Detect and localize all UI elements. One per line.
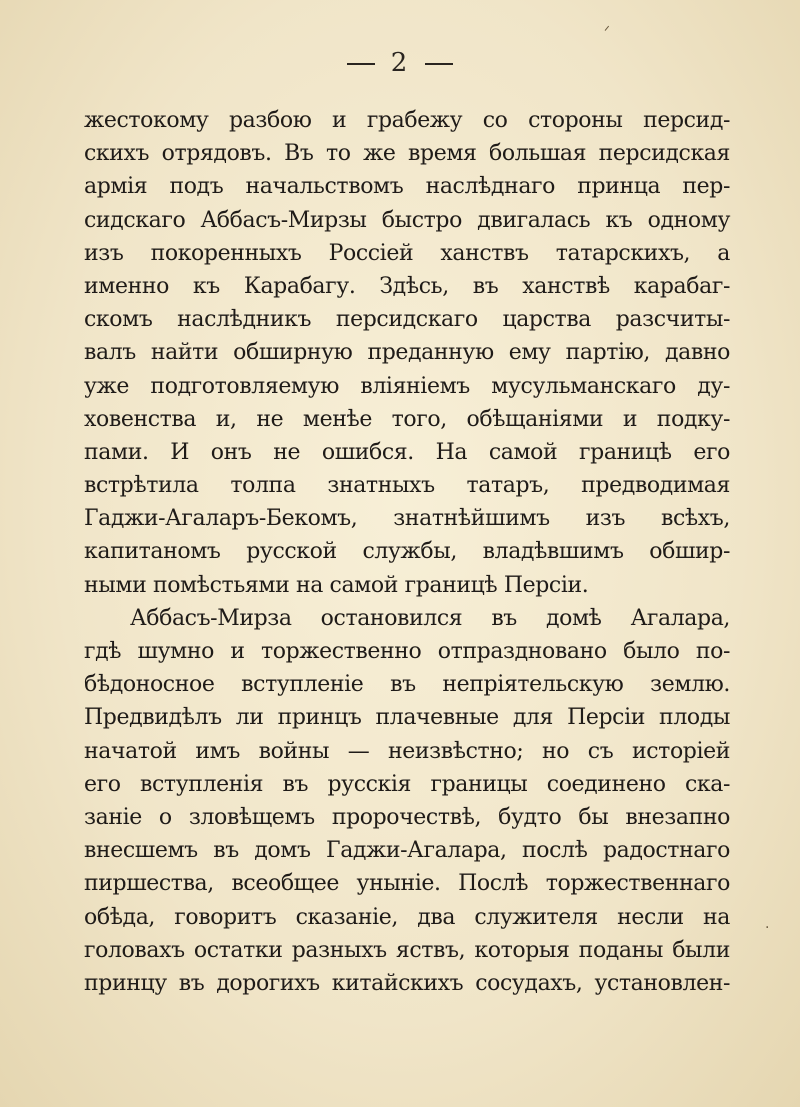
text-line: обѣда, говоритъ сказаніе, два служителя несли на	[84, 904, 730, 930]
margin-dot: ·	[765, 920, 770, 936]
text-line: валъ найти обширную преданную ему партію, давно	[84, 340, 730, 366]
text-line: Предвидѣлъ ли принцъ плачевные для Персіи плоды	[84, 705, 730, 731]
text-line-paragraph-start: Аббасъ-Мирза остановился въ домѣ Агалара,	[130, 605, 730, 631]
text-line: встрѣтила толпа знатныхъ татаръ, предводимая	[84, 473, 730, 499]
text-line: принцу въ дорогихъ китайскихъ сосудахъ, установлен-	[84, 970, 730, 996]
text-line: сидскаго Аббасъ-Мирзы быстро двигалась къ одному	[84, 207, 730, 233]
text-line: изъ покоренныхъ Россіей ханствъ татарскихъ, а	[84, 240, 730, 266]
text-line: скихъ отрядовъ. Въ то же время большая персидская	[84, 141, 730, 167]
ink-mark: ᐟ	[604, 24, 610, 40]
text-line: жестокому разбою и грабежу со стороны персид-	[84, 108, 730, 133]
text-line: Гаджи-Агаларъ-Бекомъ, знатнѣйшимъ изъ всѣхъ,	[84, 506, 730, 532]
left-dash	[347, 63, 375, 65]
text-line-paragraph-end: ными помѣстьями на самой границѣ Персіи.	[84, 572, 589, 598]
text-line: его вступленія въ русскія границы соединено ска-	[84, 771, 730, 797]
text-line: внесшемъ въ домъ Гаджи-Агалара, послѣ радостнаго	[84, 838, 730, 864]
text-line: пиршества, всеобщее уныніе. Послѣ торжественнаго	[84, 871, 730, 897]
text-line: капитаномъ русской службы, владѣвшимъ обшир-	[84, 539, 730, 565]
text-line: армія подъ начальствомъ наслѣднаго принца пер-	[84, 174, 730, 200]
text-line: скомъ наслѣдникъ персидскаго царства разсчиты-	[84, 307, 730, 333]
text-line: головахъ остатки разныхъ яствъ, которыя поданы были	[84, 937, 730, 963]
body-text	[84, 104, 730, 1000]
text-line: бѣдоносное вступленіе въ непріятельскую землю.	[84, 672, 730, 698]
text-line: ховенства и, не менѣе того, обѣщаніями и подку-	[84, 406, 730, 432]
text-line: гдѣ шумно и торжественно отпраздновано было по-	[84, 639, 730, 664]
right-dash	[425, 63, 453, 65]
page-number-header	[0, 48, 800, 78]
page-number: 2	[390, 48, 410, 78]
text-line: заніе о зловѣщемъ пророчествѣ, будто бы внезапно	[84, 804, 730, 830]
text-line: именно къ Карабагу. Здѣсь, въ ханствѣ карабаг-	[84, 273, 730, 299]
text-line: начатой имъ войны — неизвѣстно; но съ исторіей	[84, 738, 730, 764]
text-line: пами. И онъ не ошибся. На самой границѣ его	[84, 439, 730, 465]
text-line: уже подготовляемую вліяніемъ мусульманскаго ду-	[84, 373, 730, 399]
